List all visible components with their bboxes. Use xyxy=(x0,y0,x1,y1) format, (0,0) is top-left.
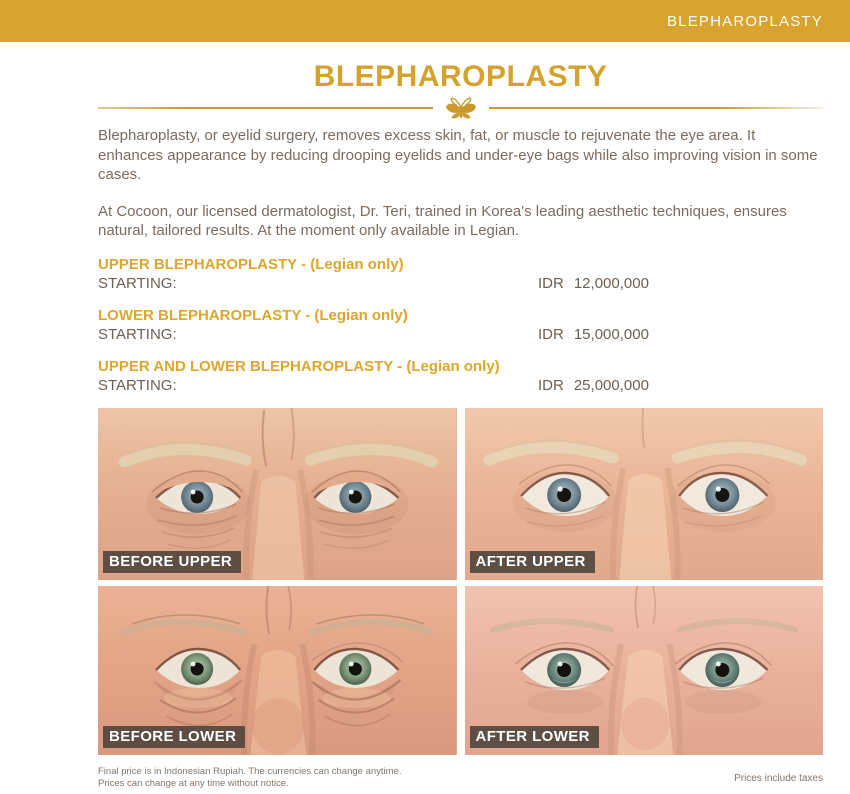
price-item-upper xyxy=(98,255,823,293)
footer-disclaimer-line1: Final price is in Indonesian Rupiah. The currencies can change anytime. xyxy=(98,765,402,777)
price-amount: 25,000,000 xyxy=(573,376,649,394)
price-label: STARTING: xyxy=(98,274,177,292)
price-label: STARTING: xyxy=(98,325,177,343)
intro-paragraph: Blepharoplasty, or eyelid surgery, removes excess skin, fat, or muscle to rejuvenate the eye area. It enhances appearance by reducing drooping eyelids and under-eye bags while also improving vision in some cases. xyxy=(98,127,818,183)
price-currency: IDR xyxy=(538,325,564,343)
price-label: STARTING: xyxy=(98,376,177,394)
price-amount: 12,000,000 xyxy=(573,274,649,292)
photo-after-lower xyxy=(465,586,824,755)
photo-label-after-upper: AFTER UPPER xyxy=(470,551,595,573)
divider-line-left xyxy=(98,107,433,109)
price-row xyxy=(98,274,823,293)
photo-before-upper xyxy=(98,408,457,580)
top-bar xyxy=(0,0,850,42)
price-heading: LOWER BLEPHAROPLASTY - (Legian only) xyxy=(98,306,408,324)
price-row xyxy=(98,376,823,395)
photo-before-lower xyxy=(98,586,457,755)
price-currency: IDR xyxy=(538,274,564,292)
clinic-paragraph: At Cocoon, our licensed dermatologist, Dr. Teri, trained in Korea's leading aesthetic techniques, ensures natural, tailored results. At the moment only available in Legian. xyxy=(98,202,787,239)
top-bar-title: BLEPHAROPLASTY xyxy=(666,12,823,30)
photo-label-after-lower: AFTER LOWER xyxy=(470,726,599,748)
price-item-lower xyxy=(98,306,823,344)
footer-taxes-note: Prices include taxes xyxy=(734,772,823,784)
price-item-upper-and-lower xyxy=(98,357,823,395)
photo-label-before-lower: BEFORE LOWER xyxy=(103,726,245,748)
footer-disclaimer xyxy=(98,766,401,791)
footer-disclaimer-line2: Prices can change at any time without notice. xyxy=(98,778,289,789)
price-amount: 15,000,000 xyxy=(573,325,649,343)
footer xyxy=(98,766,823,791)
price-value xyxy=(538,275,649,292)
price-heading: UPPER BLEPHAROPLASTY - (Legian only) xyxy=(98,255,404,273)
photo-label-before-upper: BEFORE UPPER xyxy=(103,551,241,573)
price-heading: UPPER AND LOWER BLEPHAROPLASTY - (Legian only) xyxy=(98,357,500,375)
butterfly-icon xyxy=(443,95,479,121)
price-list xyxy=(98,255,823,395)
photo-after-upper xyxy=(465,408,824,580)
before-after-photo-grid xyxy=(98,408,823,755)
price-value xyxy=(538,377,649,394)
price-row xyxy=(98,325,823,344)
price-currency: IDR xyxy=(538,376,564,394)
page-title: BLEPHAROPLASTY xyxy=(313,60,608,93)
price-value xyxy=(538,326,649,343)
content xyxy=(0,62,850,791)
title-divider xyxy=(98,95,823,121)
divider-line-right xyxy=(489,107,824,109)
